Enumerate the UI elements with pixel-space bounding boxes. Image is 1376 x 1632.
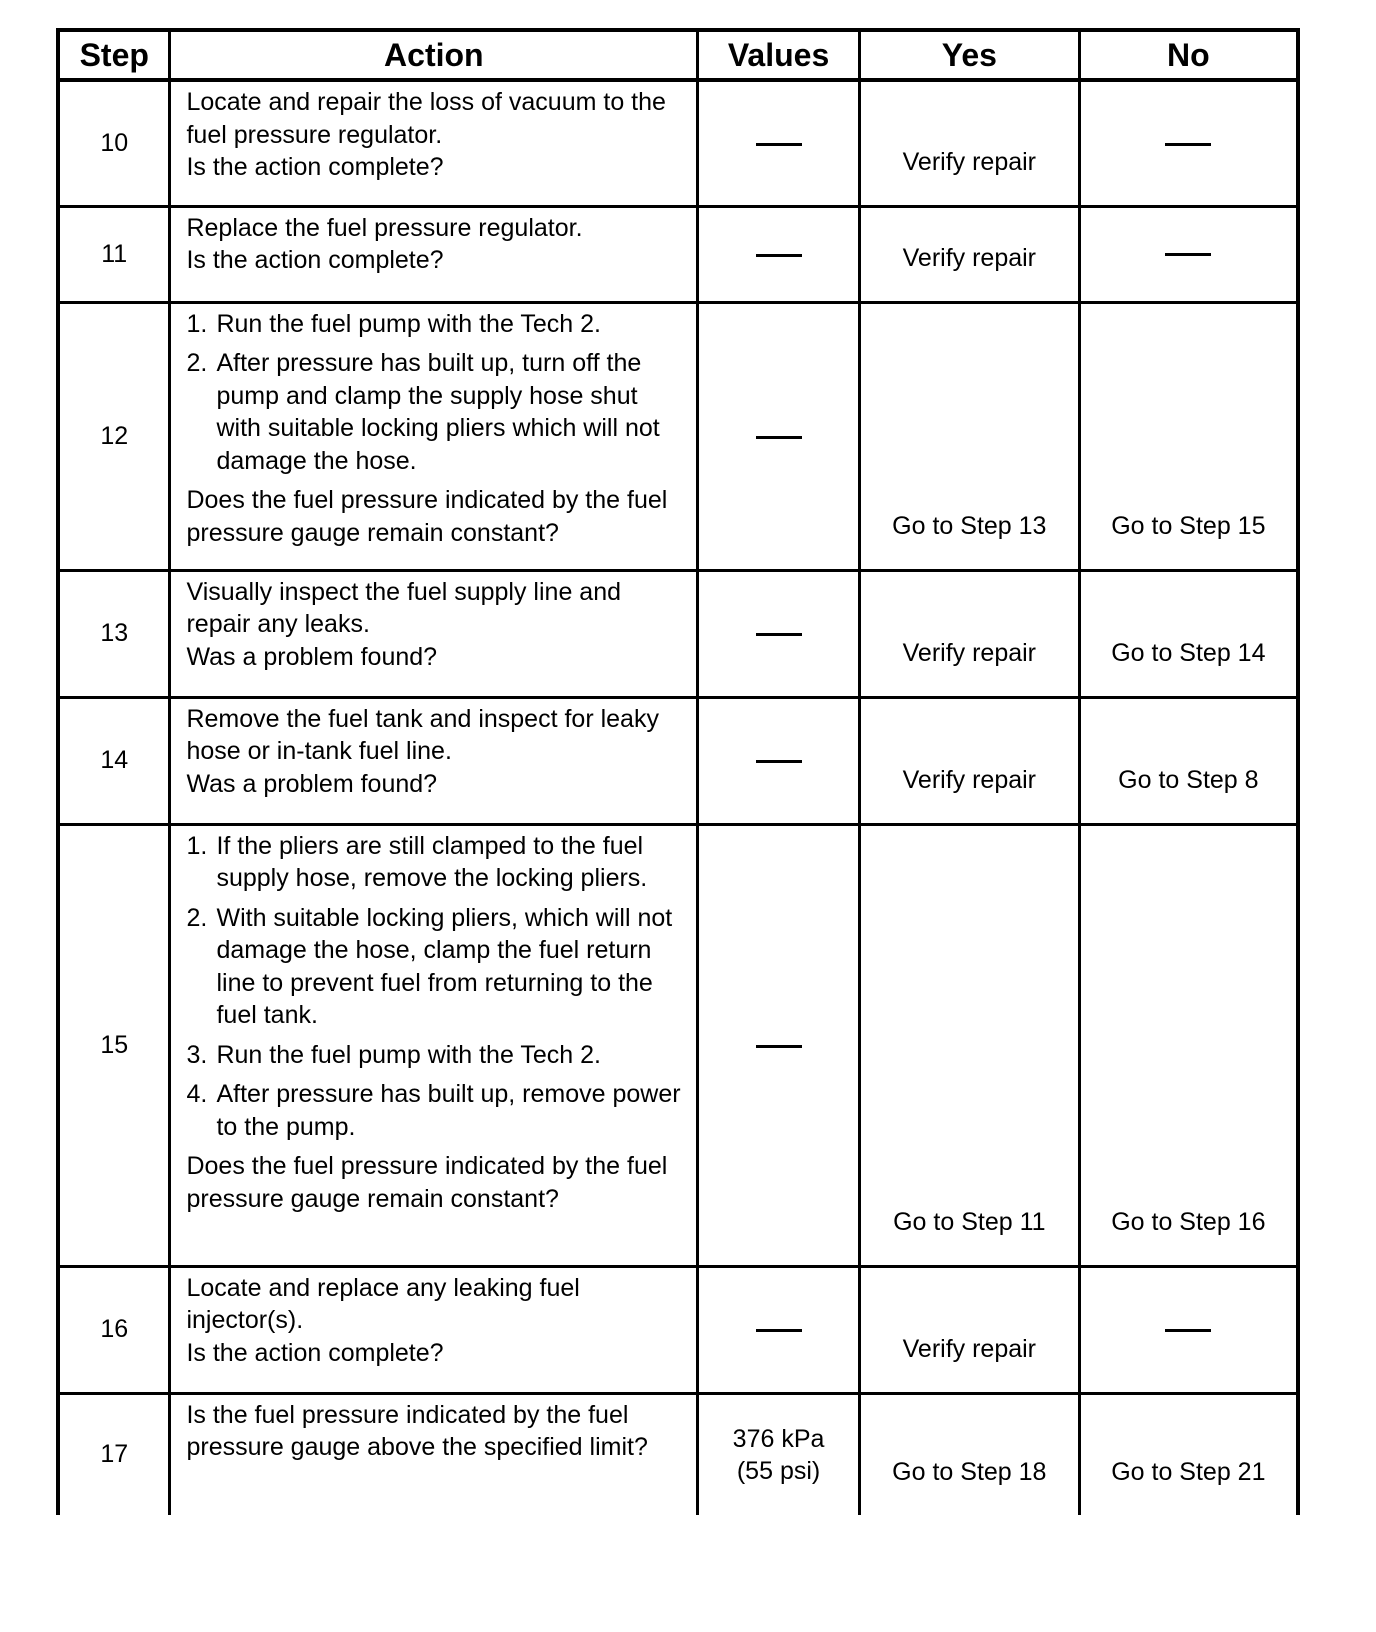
values-cell: [698, 80, 860, 206]
yes-cell: Verify repair: [859, 206, 1079, 302]
header-values: Values: [698, 30, 860, 80]
list-number: 2.: [186, 349, 208, 377]
not-applicable-dash: [756, 760, 802, 763]
not-applicable-dash: [1165, 1329, 1211, 1332]
action-cell: [170, 1393, 698, 1515]
yes-cell: Verify repair: [859, 80, 1079, 206]
values-cell: [698, 824, 860, 1266]
table-row: [58, 697, 1298, 824]
step-number: 17: [58, 1393, 170, 1515]
not-applicable-dash: [756, 633, 802, 636]
action-text: Locate and repair the loss of vacuum to the fuel pressure regulator.: [186, 88, 666, 149]
step-number: 12: [58, 302, 170, 570]
values-cell: [698, 697, 860, 824]
action-text: Remove the fuel tank and inspect for leaky hose or in-tank fuel line.: [186, 704, 659, 765]
action-cell: [170, 570, 698, 697]
no-cell: Go to Step 8: [1079, 697, 1298, 824]
values-cell: [698, 1393, 860, 1515]
action-list-item: [186, 1039, 682, 1072]
yes-cell: Go to Step 18: [859, 1393, 1079, 1515]
values-cell: [698, 302, 860, 570]
action-cell: [170, 824, 698, 1266]
no-cell: Go to Step 15: [1079, 302, 1298, 570]
action-list-item: [186, 347, 682, 477]
action-question: Was a problem found?: [186, 642, 438, 671]
action-list-item: [186, 1078, 682, 1143]
table-row: [58, 80, 1298, 206]
yes-cell: Verify repair: [859, 697, 1079, 824]
action-text: Locate and replace any leaking fuel injector(s).: [186, 1273, 580, 1334]
header-no: No: [1079, 30, 1298, 80]
header-row: [58, 30, 1298, 80]
table-row: [58, 206, 1298, 302]
step-number: 13: [58, 570, 170, 697]
no-cell: [1079, 80, 1298, 206]
action-text: Visually inspect the fuel supply line and repair any leaks.: [186, 577, 622, 638]
yes-cell: Go to Step 13: [859, 302, 1079, 570]
action-question: Is the action complete?: [186, 153, 444, 181]
step-number: 16: [58, 1266, 170, 1393]
no-cell: [1079, 206, 1298, 302]
action-question: Is the action complete?: [186, 1338, 444, 1367]
list-text: Run the fuel pump with the Tech 2.: [216, 309, 601, 338]
header-yes: Yes: [859, 30, 1079, 80]
table-row: [58, 1393, 1298, 1515]
values-cell: [698, 570, 860, 697]
header-step: Step: [58, 30, 170, 80]
not-applicable-dash: [756, 254, 802, 257]
no-cell: [1079, 1266, 1298, 1393]
values-cell: [698, 206, 860, 302]
table-row: [58, 824, 1298, 1266]
yes-cell: Go to Step 11: [859, 824, 1079, 1266]
action-question: Is the fuel pressure indicated by the fuel pressure gauge above the specified limit?: [186, 1400, 648, 1461]
step-number: 11: [58, 206, 170, 302]
diagnostic-table: [56, 28, 1300, 1515]
value-kpa: 376 kPa: [732, 1424, 825, 1453]
action-cell: [170, 206, 698, 302]
action-cell: [170, 80, 698, 206]
list-text: With suitable locking pliers, which will not damage the hose, clamp the fuel return line to prevent fuel from returning to the fuel tank.: [216, 903, 673, 1029]
header-action: Action: [170, 30, 698, 80]
value-psi: (55 psi): [736, 1456, 821, 1485]
action-list-item: [186, 902, 682, 1032]
not-applicable-dash: [756, 1329, 802, 1332]
dash-values-text: [0, 0, 1, 1]
values-text: [0, 0, 1, 1]
list-number: 4.: [186, 1080, 208, 1108]
list-number: 3.: [186, 1040, 208, 1069]
list-text: After pressure has built up, turn off the pump and clamp the supply hose shut with suitable locking pliers which will not damage the hose.: [216, 349, 660, 475]
table-row: [58, 570, 1298, 697]
list-text: Run the fuel pump with the Tech 2.: [216, 1040, 601, 1069]
action-list-item: [186, 830, 682, 895]
action-text: Replace the fuel pressure regulator.: [186, 213, 583, 242]
yes-cell: Verify repair: [859, 1266, 1079, 1393]
list-text: If the pliers are still clamped to the fuel supply hose, remove the locking pliers.: [216, 831, 648, 892]
not-applicable-dash: [1165, 143, 1211, 146]
step-number: 10: [58, 80, 170, 206]
no-cell: Go to Step 14: [1079, 570, 1298, 697]
not-applicable-dash: [1165, 253, 1211, 256]
action-cell: [170, 1266, 698, 1393]
table-row: [58, 302, 1298, 570]
list-text: After pressure has built up, remove power to the pump.: [216, 1080, 681, 1141]
not-applicable-dash: [756, 143, 802, 146]
no-cell: Go to Step 16: [1079, 824, 1298, 1266]
action-cell: [170, 302, 698, 570]
step-number: 15: [58, 824, 170, 1266]
action-question: Is the action complete?: [186, 246, 444, 274]
action-cell: [170, 697, 698, 824]
not-applicable-dash: [756, 1045, 802, 1048]
list-number: 1.: [186, 309, 208, 338]
yes-cell: Verify repair: [859, 570, 1079, 697]
action-question: Was a problem found?: [186, 769, 438, 798]
step-number: 14: [58, 697, 170, 824]
action-question: Does the fuel pressure indicated by the fuel pressure gauge remain constant?: [186, 1152, 668, 1213]
list-number: 2.: [186, 903, 208, 932]
list-number: 1.: [186, 831, 208, 860]
table-row: [58, 1266, 1298, 1393]
not-applicable-dash: [756, 436, 802, 439]
values-cell: [698, 1266, 860, 1393]
no-cell: Go to Step 21: [1079, 1393, 1298, 1515]
action-question: Does the fuel pressure indicated by the fuel pressure gauge remain constant?: [186, 486, 668, 547]
action-list-item: [186, 308, 682, 341]
